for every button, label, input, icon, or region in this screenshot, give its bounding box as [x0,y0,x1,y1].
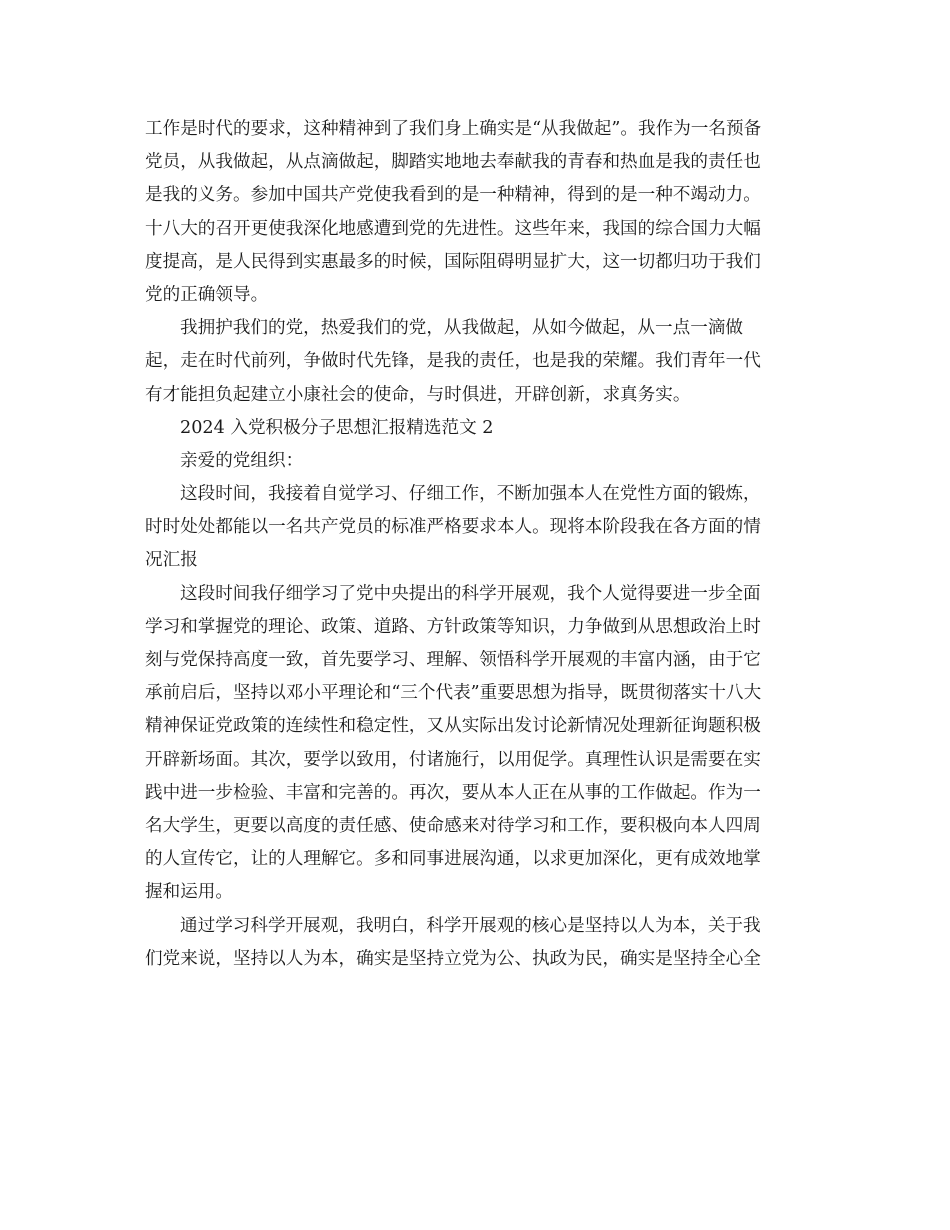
text-line: 十八大的召开更使我深化地感遭到党的先进性。这些年来，我国的综合国力大幅 [145,218,761,239]
text-line: 精神保证党政策的连续性和稳定性，又从实际出发讨论新情况处理新征询题积极 [145,716,761,737]
text-line: 通过学习科学开展观，我明白，科学开展观的核心是坚持以人为本，关于我 [180,915,761,936]
text-line: 握和运用。 [145,882,233,903]
text-line: 名大学生，更要以高度的责任感、使命感来对待学习和工作，要积极向本人四周 [145,815,761,836]
section-heading: 2024 入党积极分子思想汇报精选范文 2 [180,417,494,438]
text-line: 党的正确领导。 [145,284,269,305]
text-line: 时时处处都能以一名共产党员的标准严格要求本人。现将本阶段我在各方面的情 [145,517,761,538]
text-line: 我拥护我们的党，热爱我们的党，从我做起，从如今做起，从一点一滴做 [180,318,744,339]
text-line: 们党来说，坚持以人为本，确实是坚持立党为公、执政为民，确实是坚持全心全 [145,948,761,969]
text-line: 学习和掌握党的理论、政策、道路、方针政策等知识，力争做到从思想政治上时 [145,616,761,637]
text-line: 刻与党保持高度一致，首先要学习、理解、领悟科学开展观的丰富内涵，由于它 [145,650,761,670]
text-line: 的人宣传它，让的人理解它。多和同事进展沟通，以求更加深化，更有成效地掌 [145,849,761,870]
text-line: 践中进一步检验、丰富和完善的。再次，要从本人正在从事的工作做起。作为一 [145,782,761,803]
text-line: 这段时间我仔细学习了党中央提出的科学开展观，我个人觉得要进一步全面 [180,583,761,604]
text-line: 这段时间，我接着自觉学习、仔细工作，不断加强本人在党性方面的锻炼， [180,484,761,505]
text-line: 开辟新场面。其次，要学以致用，付诸施行，以用促学。真理性认识是需要在实 [145,749,761,770]
salutation: 亲爱的党组织： [180,450,304,471]
text-line: 况汇报 [145,550,198,571]
text-line: 工作是时代的要求，这种精神到了我们身上确实是“从我做起”。我作为一名预备 [145,119,762,139]
text-line: 度提高，是人民得到实惠最多的时候，国际阻碍明显扩大，这一切都归功于我们 [145,251,761,272]
text-line: 是我的义务。参加中国共产党使我看到的是一种精神，得到的是一种不竭动力。 [145,185,761,206]
text-line: 党员，从我做起，从点滴做起，脚踏实地地去奉献我的青春和热血是我的责任也 [145,152,761,173]
text-line: 起，走在时代前列，争做时代先锋，是我的责任，也是我的荣耀。我们青年一代 [145,351,761,372]
text-line: 承前启后，坚持以邓小平理论和“三个代表”重要思想为指导，既贯彻落实十八大 [145,683,762,704]
document-body [145,113,805,976]
text-line: 有才能担负起建立小康社会的使命，与时俱进，开辟创新，求真务实。 [145,384,691,405]
